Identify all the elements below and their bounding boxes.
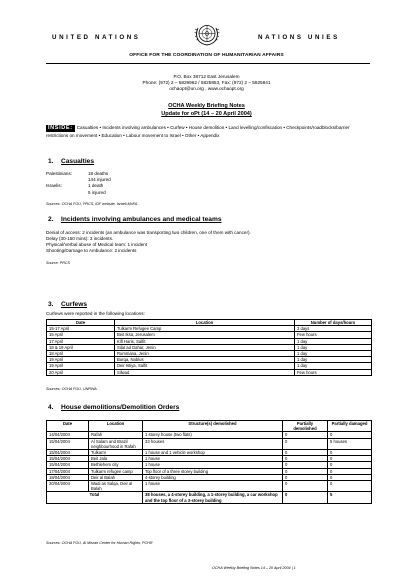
contact-email[interactable]: ochaopt@un.org , www.ochaopt.org: [169, 86, 244, 91]
contact-address: P.O. Box 38712 East Jerusalem: [173, 74, 240, 79]
inside-text: Casualties • Incidents involving ambulances • Curfew • House demolition • Land levelling/confiscation • Checkpoints/roadblocks/barrier restrictions on movement • Education • Labour movement to Israel • Other • Appendix: [46, 125, 350, 138]
table-row: 19 April Burqa, Nablus 1 day: [47, 357, 372, 363]
table-row: 14/04/2004 Rafah 1 storey house (two flats) 0 0: [47, 432, 372, 438]
header-divider: [46, 63, 370, 64]
ambulances-source: Source: PRCS: [46, 261, 70, 265]
header-united-nations: UNITED NATIONS: [52, 34, 141, 41]
ambulance-incident-line: Delay (30-150 mins): 3 incidents.: [46, 236, 114, 241]
casualties-source: Sources: OCHA FOU, PRCS, IDF website, Israeli MoFA.: [46, 202, 139, 206]
table-row: 15/04/2004 Bethlehem city 1 house 0 0: [47, 462, 372, 468]
table-row: 15 April Beit Iksa, Jerusalem Few hours: [47, 332, 372, 338]
section-demolitions-heading: 4. House demolitions/Demolition Orders: [48, 404, 180, 411]
ambulance-incident-line: Denial of access: 2 incidents (an ambulance was transporting two children, one of them with cancer).: [46, 230, 251, 235]
header-nations-unies: NATIONS UNIES: [258, 34, 340, 41]
curfews-intro: Curfews were reported in the following locations:: [46, 311, 145, 316]
document-title: OCHA Weekly Briefing Notes: [168, 103, 245, 109]
ambulance-incident-line: Physical/Verbal abuse of Medical team: 1 incident: [46, 242, 148, 247]
curfews-table: [46, 319, 372, 376]
demolitions-source: Sources: OCHA FOU, Al Mezan Center for Human Rights, PCHR: [46, 541, 153, 545]
table-header-row: Date Location Number of days/hours: [47, 320, 372, 326]
section-curfews-heading: 3. Curfews: [48, 301, 88, 308]
contact-phone: Phone: (972) 2 – 5829962 / 5825853, Fax: (972) 2 – 5825841: [142, 80, 271, 85]
curfews-source: Sources: OCHA FOU, UNRWA: [46, 387, 97, 391]
document-page: UNITED NATIONS NATIONS UNIES OFFICE FOR THE COORDINATION OF HUMANITARIAN AFFAIRS P.O. Box 38712 East Jerusalem Phone: (972) 2 – 5829962 / 5825853, Fax: (972) 2 – 5825841 ochaopt@un.org , www.ochaopt.org OCHA Weekly Briefing Notes Update for oPt (14 – 20 April 2004) INSIDE: Casualties • Incidents involving ambulances • Curfew • House demolition • Land levelling/confiscation • Checkpoints/roadblocks/barrier restrictions on movement • Education • Labour movement to Israel • Other • Appendix 1. Casualties Palestinians: 18 deaths 144 injured Israelis: 1 death 5 injured Sources: OCHA FOU, PRCS, IDF website, Israeli MoFA. 2. Incidents involving ambulances and medical teams Denial of access: 2 incidents (an ambulance was transporting two children, one of them with cancer). Delay (30-150 mins): 3 incidents. Physical/Verbal abuse of Medical team: 1 incident Shooting/Damage to Ambulance: 2 incidents Source: PRCS 3. Curfews Curfews were reported in the following locations: Date Location Number of days/hours 15-17 April Tulkarm Refugee Camp 3 days 15 April Beit Iksa, Jerusalem Few hours 17 April Kifl Haris, Salfit 1 day 18 & 19 April Silat ad Dahar, Jenin 1 day 18 April Rummana, Jenin 1 day 19 April Burqa, Nablus 1 day 19 April Deir Istiya, Salfit 1 day 20 April Silwad Few hours Sources: OCHA FOU, UNRWA 4. House demolitions/Demolition Orders Date Location Structure(s) demolished Partially demolished Partially damaged 14/04/2004 Rafah 1 storey house (two flats) 0 0 15/04/2004 Al Salam and Brazil neighbourhood in Rafah 33 houses 0 5 houses 15/04/2004 Tulkarm 1 house and 1 vehicle workshop 0 0 15/04/2004 Beit Jala 1 house 0 0 15/04/2004 Bethlehem city 1 house 0 0 17/04/2004 Tulkarm refugee camp Top floor of a three storey building 0 0 18/04/2004 Deir al Balah 4-storey building 0 0 20/04/2004 Wadi as Salqa, Deir al Balah 1 house 0 0 Total 38 houses, a 4-storey building, a 1-storey building, a car workshop and the top floor of a 3-storey building 0 5 Sources: OCHA FOU, Al Mezan Center for Human Rights, PCHR OCHA Weekly Briefing Notes 14 – 20 April 2004 | 1: [0, 0, 413, 585]
inside-label: INSIDE:: [48, 125, 73, 131]
table-row: 17/04/2004 Tulkarm refugee camp Top floor of a three storey building 0 0: [47, 468, 372, 474]
section-ambulances-heading: 2. Incidents involving ambulances and medical teams: [48, 216, 222, 223]
table-header-row: Date Location Structure(s) demolished Partially demolished Partially damaged: [47, 421, 372, 432]
inside-contents: [46, 124, 372, 139]
total-partially-damaged: 5: [328, 492, 372, 503]
table-row: 18 & 19 April Silat ad Dahar, Jenin 1 day: [47, 344, 372, 350]
section-casualties-heading: 1. Casualties: [48, 158, 94, 165]
total-partially-demolished: 0: [283, 492, 328, 503]
document-subtitle: Update for oPt (14 – 20 April 2004): [161, 111, 252, 117]
demolitions-table: [46, 420, 372, 504]
table-row: 15/04/2004 Tulkarm 1 house and 1 vehicle workshop 0 0: [47, 450, 372, 456]
office-name: OFFICE FOR THE COORDINATION OF HUMANITARIAN AFFAIRS: [129, 53, 284, 58]
total-label: Total: [47, 492, 143, 503]
table-total-row: [47, 492, 372, 503]
table-row: 15/04/2004 Beit Jala 1 house 0 0: [47, 456, 372, 462]
un-emblem-icon: [192, 22, 222, 49]
table-row: 15-17 April Tulkarm Refugee Camp 3 days: [47, 326, 372, 332]
table-row: 20/04/2004 Wadi as Salqa, Deir al Balah 1 house 0 0: [47, 481, 372, 492]
table-row: 17 April Kifl Haris, Salfit 1 day: [47, 338, 372, 344]
table-row: 20 April Silwad Few hours: [47, 369, 372, 375]
table-row: 15/04/2004 Al Salam and Brazil neighbourhood in Rafah 33 houses 0 5 houses: [47, 438, 372, 449]
ambulance-incident-line: Shooting/Damage to Ambulance: 2 incidents: [46, 248, 137, 253]
table-row: 18 April Rummana, Jenin 1 day: [47, 351, 372, 357]
table-row: 19 April Deir Istiya, Salfit 1 day: [47, 363, 372, 369]
total-structures: 38 houses, a 4-storey building, a 1-storey building, a car workshop and the top floor of a 3-storey building: [143, 492, 283, 503]
page-footer: OCHA Weekly Briefing Notes 14 – 20 April 2004 | 1: [212, 566, 296, 570]
table-row: 18/04/2004 Deir al Balah 4-storey building 0 0: [47, 474, 372, 480]
